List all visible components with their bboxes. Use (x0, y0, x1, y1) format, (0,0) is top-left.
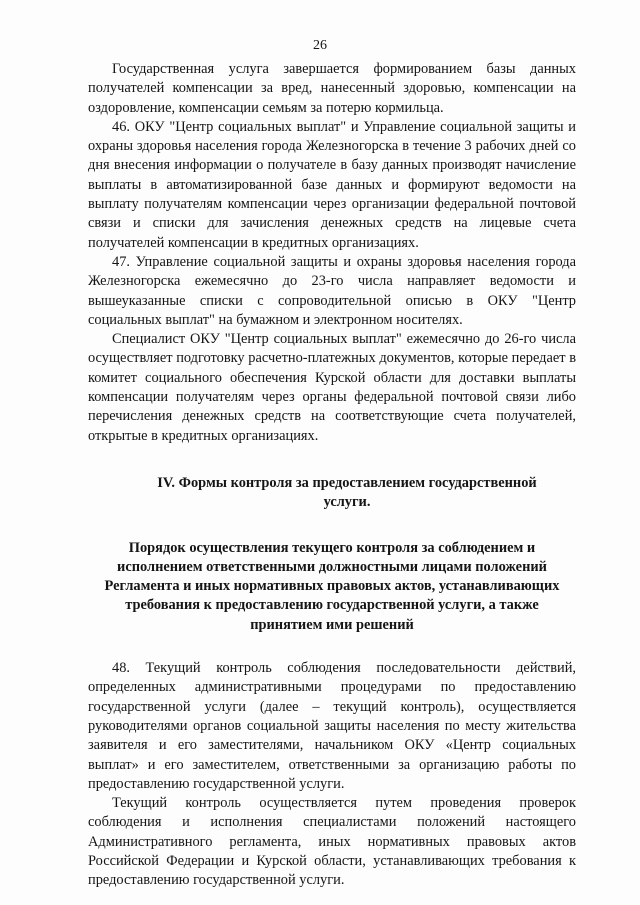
paragraph-specialist: Специалист ОКУ "Центр социальных выплат" ежемесячно до 26-го числа осуществляет подготовку расчетно-платежных документов, которые передает в комитет социального обеспечения Курской области для доставки выплаты компенсации получателям через органы федеральной почтовой связи либо перечисления денежных средств на соответствующие счета получателей, открытые в кредитных организациях. (88, 331, 576, 444)
document-body (88, 60, 576, 891)
section-heading: IV. Формы контроля за предоставлением государственной услуги. (157, 474, 537, 511)
paragraph-service-completion: Государственная услуга завершается формированием базы данных получателей компенсации за вред, нанесенный здоровью, компенсации на оздоровление, компенсации семьям за потерю кормильца. (88, 61, 576, 116)
paragraph-current-control: Текущий контроль осуществляется путем проведения проверок соблюдения и исполнения специалистами положений настоящего Административного регламента, иных нормативных правовых актов Российской Федерации и Курской области, устанавливающих требования к предоставлению государственной услуги. (88, 795, 576, 889)
paragraph-46: 46. ОКУ "Центр социальных выплат" и Управление социальной защиты и охраны здоровья населения города Железногорска в течение 3 рабочих дней со дня внесения информации о получателе в базу данных производят начисление выплаты в автоматизированной базе данных и формируют ведомости на выплату получателям компенсации через организации федеральной почтовой связи и списки для зачисления денежных средств на лицевые счета получателей компенсации в кредитных организациях. (88, 118, 576, 251)
subsection-heading: Порядок осуществления текущего контроля за соблюдением и исполнением ответственными должностными лицами положений Регламента и иных нормативных правовых актов, устанавливающих требования к предоставлению государственной услуги, а также принятием ими решений (104, 539, 560, 633)
paragraph-47: 47. Управление социальной защиты и охраны здоровья населения города Железногорска ежемесячно до 23-го числа направляет ведомости и вышеуказанные списки с сопроводительной описью в ОКУ "Центр социальных выплат" на бумажном и электронном носителях. (88, 253, 576, 328)
paragraph-48: 48. Текущий контроль соблюдения последовательности действий, определенных административными процедурами по предоставлению государственной услуги (далее – текущий контроль), осуществляется руководителями органов социальной защиты населения по месту жительства заявителя и его заместителями, начальником ОКУ «Центр социальных выплат» и его заместителем, ответственными за организацию работы по предоставлению государственной услуги. (88, 660, 576, 792)
page-number: 26 (313, 38, 327, 53)
